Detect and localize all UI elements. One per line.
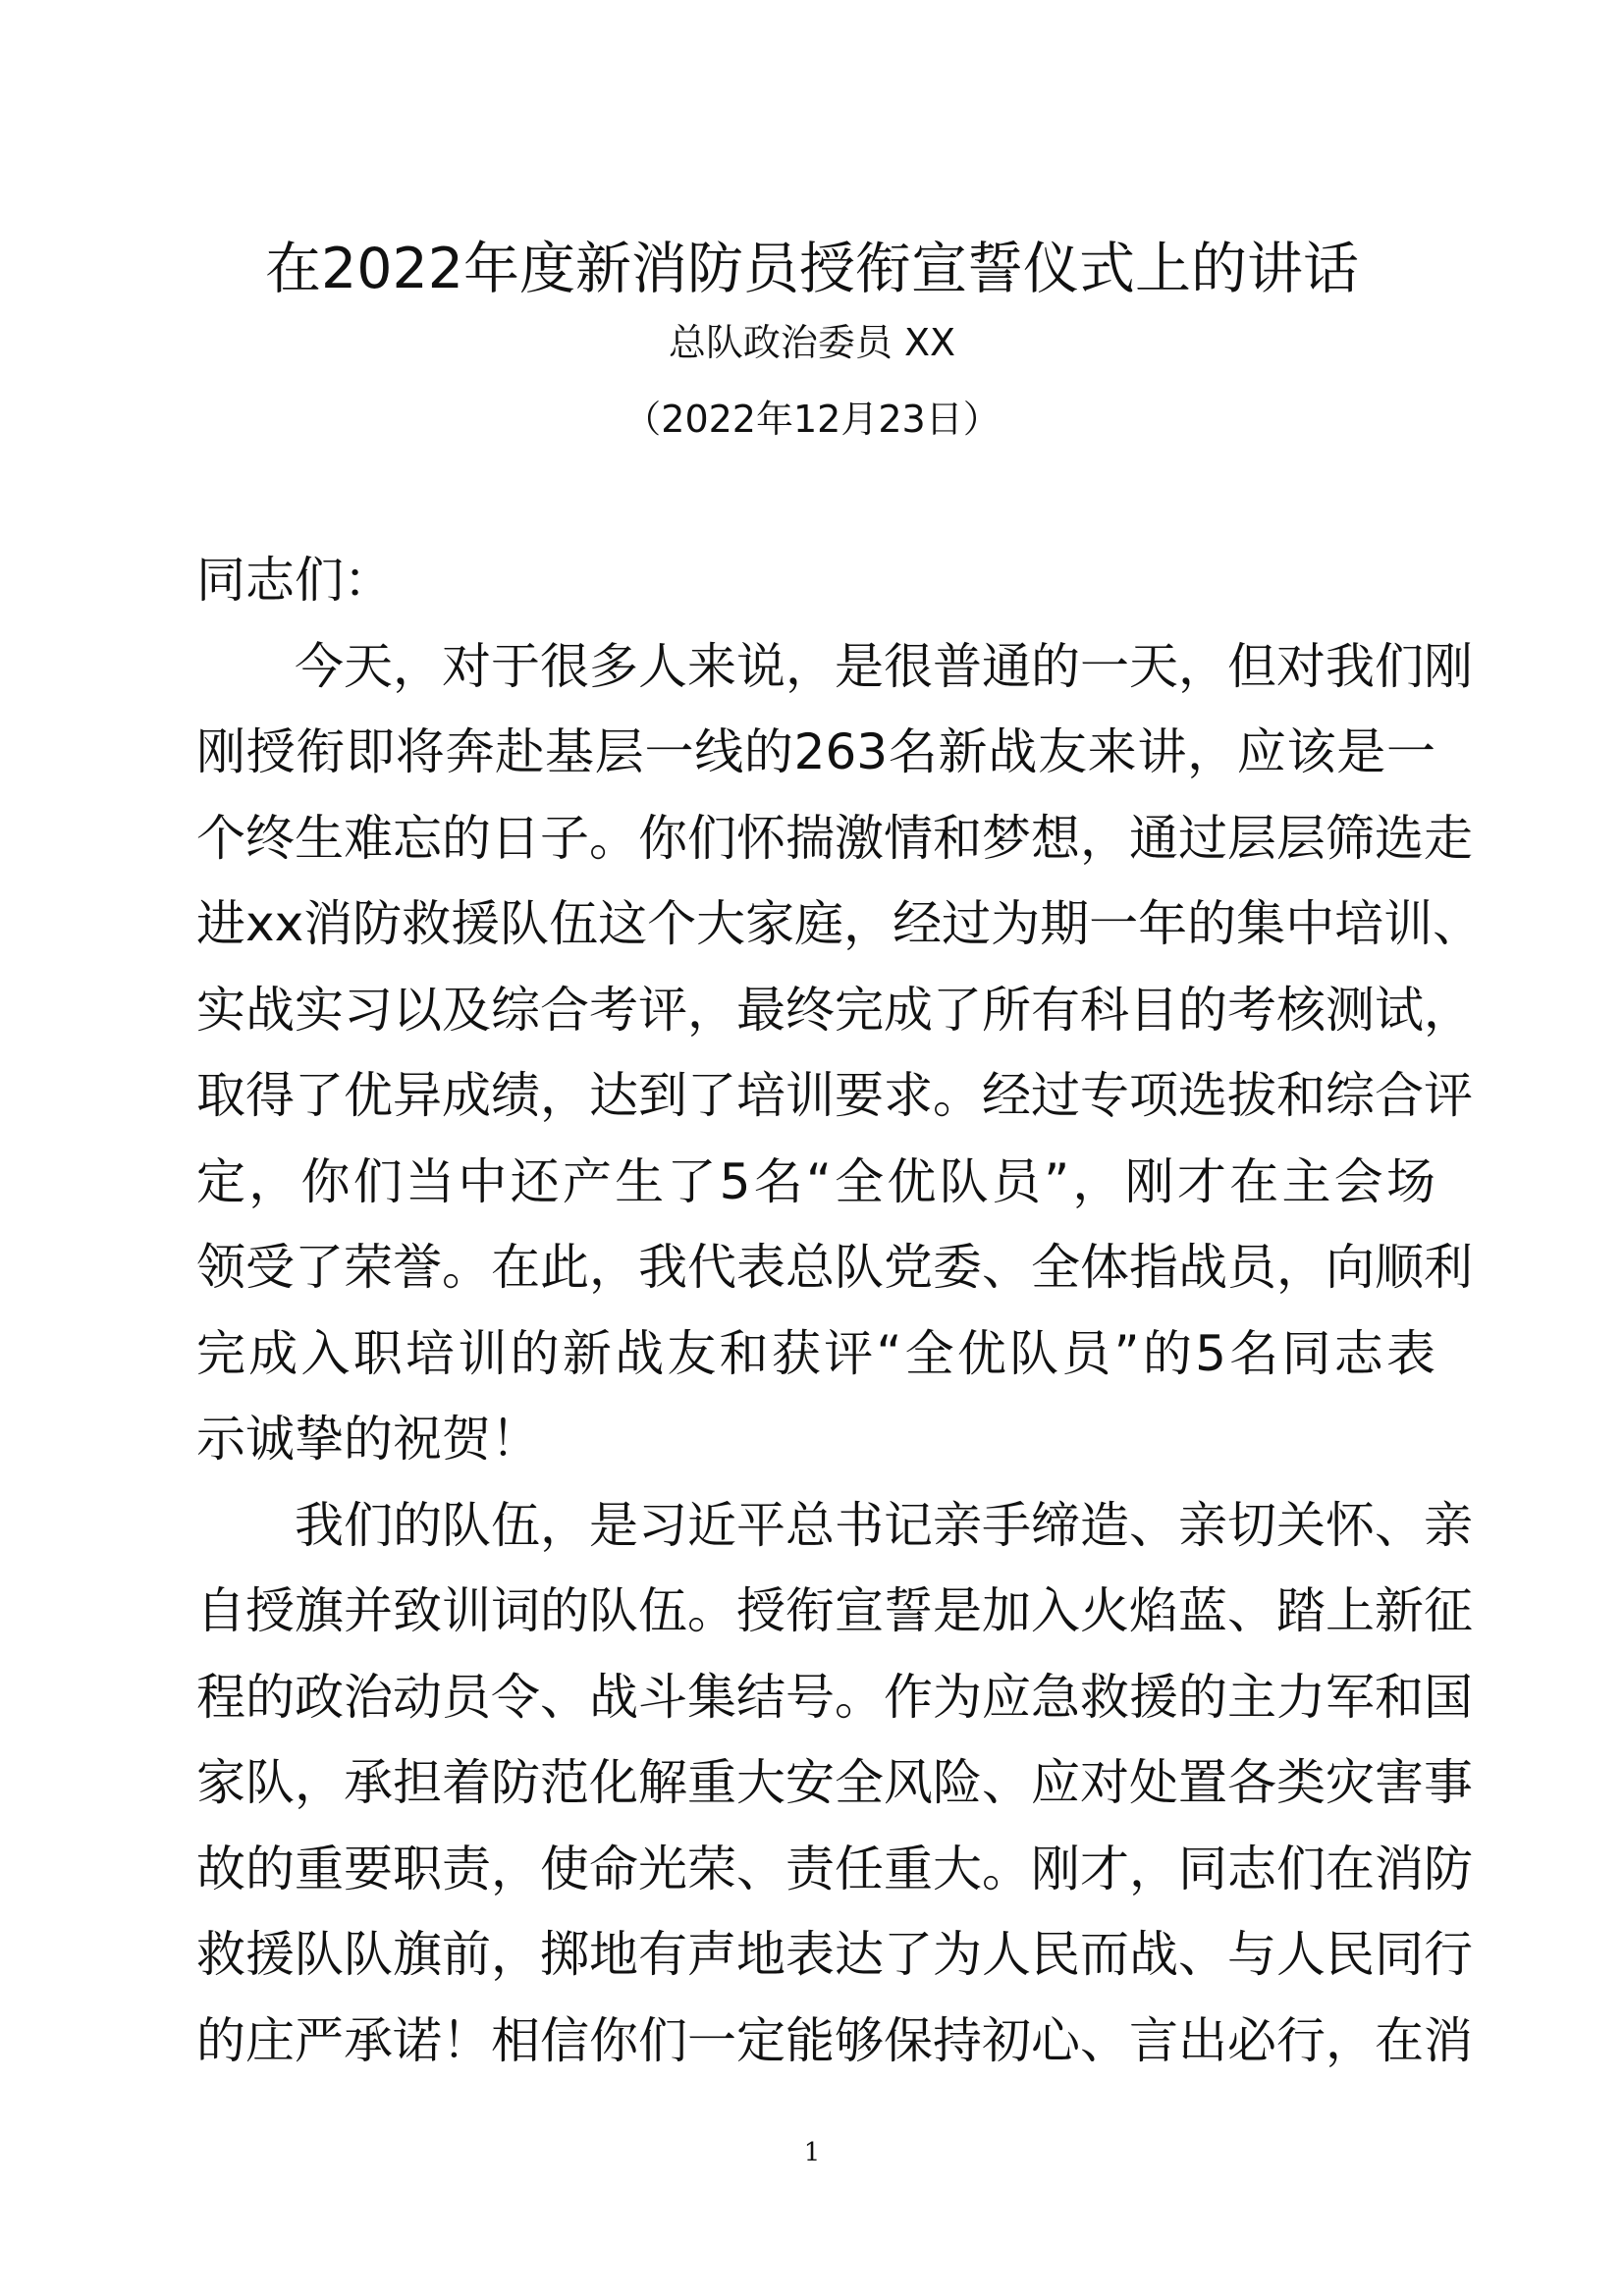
paragraph-line: 进xx消防救援队伍这个大家庭，经过为期一年的集中培训、 [196,895,1483,952]
document-title: 在2022年度新消防员授衔宣誓仪式上的讲话 [264,237,1360,301]
paragraph-line: 刚授衔即将奔赴基层一线的263名新战友来讲，应该是一 [196,723,1435,780]
paragraph-line: 程的政治动员令、战斗集结号。作为应急救援的主力军和国 [196,1668,1473,1726]
salutation: 同志们： [196,552,393,609]
paragraph-line: 救援队队旗前，掷地有声地表达了为人民而战、与人民同行 [196,1926,1473,1983]
paragraph-line: 故的重要职责，使命光荣、责任重大。刚才，同志们在消防 [196,1840,1473,1897]
paragraph-line: 取得了优异成绩，达到了培训要求。经过专项选拔和综合评 [196,1067,1473,1124]
document-body [196,538,1483,2084]
paragraph-line: 定，你们当中还产生了5名“全优队员”，刚才在主会场 [196,1152,1435,1210]
paragraph-line: 自授旗并致训词的队伍。授衔宣誓是加入火焰蓝、踏上新征 [196,1582,1473,1639]
paragraph-line: 个终生难忘的日子。你们怀揣激情和梦想，通过层层筛选走 [196,809,1473,867]
paragraph-line: 今天，对于很多人来说，是很普通的一天，但对我们刚 [295,637,1473,695]
paragraph-line: 我们的队伍，是习近平总书记亲手缔造、亲切关怀、亲 [295,1496,1473,1554]
paragraph-line: 的庄严承诺！相信你们一定能够保持初心、言出必行，在消 [196,2011,1473,2069]
author-line: 总队政治委员 XX [668,321,956,364]
paragraph-line: 示诚挚的祝贺！ [196,1411,540,1468]
paragraph-line: 家队，承担着防范化解重大安全风险、应对处置各类灾害事 [196,1754,1473,1811]
paragraph-line: 领受了荣誉。在此，我代表总队党委、全体指战员，向顺利 [196,1239,1473,1296]
page-number: 1 [803,2138,821,2167]
date-line: （2022年12月23日） [623,398,1001,441]
paragraph-line: 实战实习以及综合考评，最终完成了所有科目的考核测试， [196,981,1473,1039]
paragraph-line: 完成入职培训的新战友和获评“全优队员”的5名同志表 [196,1324,1435,1382]
